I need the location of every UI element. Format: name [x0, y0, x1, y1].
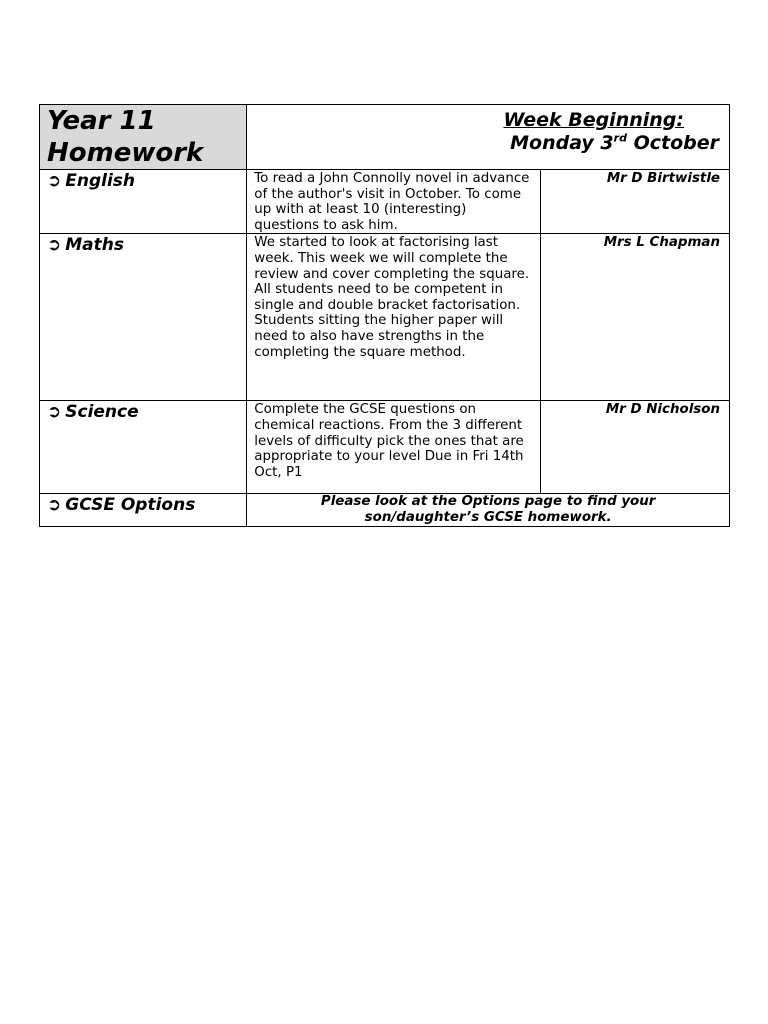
week-date-month: October	[626, 132, 719, 154]
week-beginning-label: Week Beginning:	[503, 109, 684, 131]
subject-cell	[40, 401, 247, 494]
page-title-line2: Homework	[47, 138, 204, 168]
week-date-suffix-ordinal: rd	[613, 131, 627, 145]
title-cell	[40, 105, 247, 170]
arrow-bullet-icon: ➲	[47, 235, 62, 256]
table-row	[40, 170, 730, 234]
table-row	[40, 401, 730, 494]
subject-name: Science	[65, 402, 139, 423]
subject-cell	[40, 494, 247, 526]
subject-name: English	[65, 171, 136, 191]
homework-description: To read a John Connolly novel in advance of the author's visit in October. To come up with at least 10 (interesting) questions to ask him.	[247, 170, 540, 234]
homework-description: Complete the GCSE questions on chemical reactions. From the 3 different levels of difficulty pick the ones that are appropriate to your level Due in Fri 14th Oct, P1	[247, 401, 540, 494]
homework-table	[39, 104, 730, 527]
subject-cell	[40, 234, 247, 401]
arrow-bullet-icon: ➲	[47, 495, 62, 516]
subject-name: GCSE Options	[65, 495, 196, 516]
week-date-prefix: Monday 3	[510, 132, 614, 154]
teacher-name: Mrs L Chapman	[540, 234, 729, 401]
page-title-line1: Year 11	[47, 106, 156, 136]
week-date	[247, 132, 719, 155]
teacher-name: Mr D Nicholson	[540, 401, 729, 494]
subject-cell	[40, 170, 247, 234]
table-row	[40, 234, 730, 401]
week-cell	[247, 105, 730, 170]
arrow-bullet-icon: ➲	[47, 402, 62, 423]
header-row	[40, 105, 730, 170]
homework-description: We started to look at factorising last week. This week we will complete the review and cover completing the square. All students need to be competent in single and double bracket factorisation. Students sitting the higher paper will need to also have strengths in the completing the square method.	[247, 234, 540, 401]
teacher-name: Mr D Birtwistle	[540, 170, 729, 234]
arrow-bullet-icon: ➲	[47, 171, 62, 191]
options-note: Please look at the Options page to find your son/daughter’s GCSE homework.	[247, 494, 730, 526]
table-row	[40, 494, 730, 526]
subject-name: Maths	[65, 235, 124, 256]
